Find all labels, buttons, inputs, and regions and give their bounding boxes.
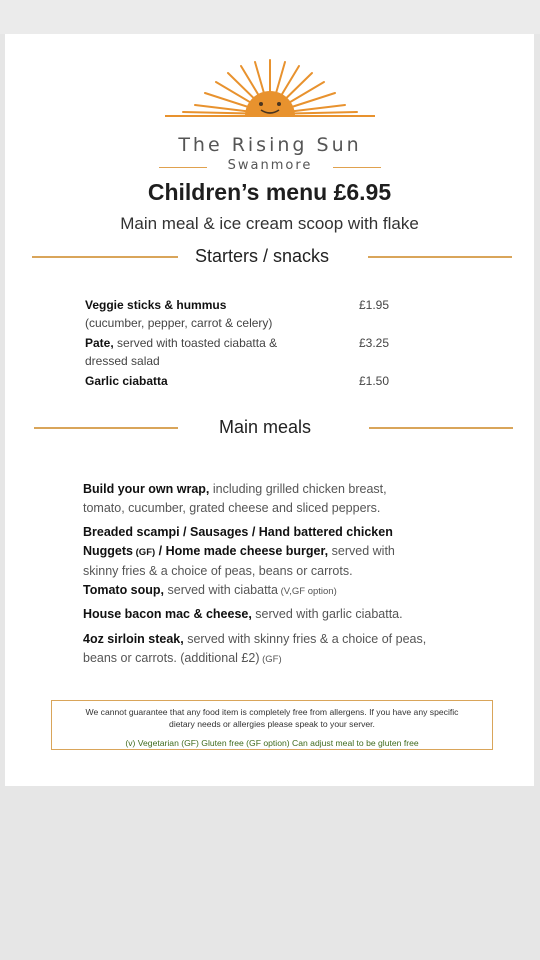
item-price: £1.50	[359, 374, 390, 388]
item-price: £3.25	[359, 336, 390, 350]
item-description: served with garlic ciabatta.	[251, 607, 403, 621]
notice-text: We cannot guarantee that any food item is completely free from allergens. If you have any specific	[85, 707, 459, 717]
item-description: (cucumber, pepper, carrot & celery)	[85, 316, 273, 330]
section-rule	[368, 256, 512, 258]
dietary-tag: (GF)	[259, 654, 282, 665]
item-description: tomato, cucumber, grated cheese and sliced peppers.	[83, 501, 381, 515]
item-description: served with	[328, 544, 395, 558]
item-name: Nuggets	[83, 544, 133, 558]
item-description: including grilled chicken breast,	[209, 482, 387, 496]
section-rule	[32, 256, 178, 258]
item-name: / Home made cheese burger,	[155, 544, 329, 558]
item-name: Veggie sticks & hummus	[85, 298, 227, 312]
section-rule	[369, 427, 513, 429]
menu-page	[5, 34, 534, 786]
item-name: Breaded scampi / Sausages / Hand battered chicken	[83, 525, 393, 539]
menu-subtitle: Main meal & ice cream scoop with flake	[120, 214, 419, 233]
item-description: skinny fries & a choice of peas, beans or carrots.	[83, 564, 353, 578]
main-item	[83, 480, 463, 518]
dietary-tag: (V,GF option)	[277, 586, 337, 597]
item-description: dressed salad	[85, 354, 160, 368]
logo	[155, 54, 385, 174]
logo-rule-right	[333, 167, 381, 168]
allergen-notice	[51, 700, 493, 750]
notice-text: dietary needs or allergies please speak to your server.	[169, 719, 375, 729]
starter-item	[85, 334, 277, 370]
dietary-legend: (v) Vegetarian (GF) Gluten free (GF option) Can adjust meal to be gluten free	[125, 738, 419, 748]
main-item	[83, 605, 463, 624]
starter-item	[85, 372, 168, 390]
menu-title: Children’s menu £6.95	[147, 179, 392, 205]
logo-subtitle-block	[155, 158, 385, 176]
item-description: served with toasted ciabatta &	[113, 336, 278, 350]
item-description: served with skinny fries & a choice of peas,	[183, 632, 427, 646]
item-name: House bacon mac & cheese,	[83, 607, 252, 621]
section-rule	[34, 427, 178, 429]
item-price: £1.95	[359, 298, 390, 312]
item-name: Build your own wrap,	[83, 482, 210, 496]
item-description: served with ciabatta	[164, 583, 278, 597]
item-description: beans or carrots. (additional £2)	[83, 651, 260, 665]
sun-face-logo-icon	[155, 54, 385, 134]
starter-item	[85, 296, 272, 332]
main-item	[83, 523, 463, 601]
main-item	[83, 630, 463, 669]
dietary-tag: (GF)	[133, 547, 156, 558]
item-name: Tomato soup,	[83, 583, 165, 597]
top-bar	[0, 0, 540, 34]
item-name: Garlic ciabatta	[85, 374, 168, 388]
item-name: 4oz sirloin steak,	[83, 632, 184, 646]
item-name: Pate,	[85, 336, 114, 350]
logo-location: Swanmore	[227, 158, 313, 173]
logo-name: The Rising Sun	[178, 134, 362, 156]
starters-heading: Starters / snacks	[195, 246, 330, 266]
mains-heading: Main meals	[219, 417, 312, 437]
